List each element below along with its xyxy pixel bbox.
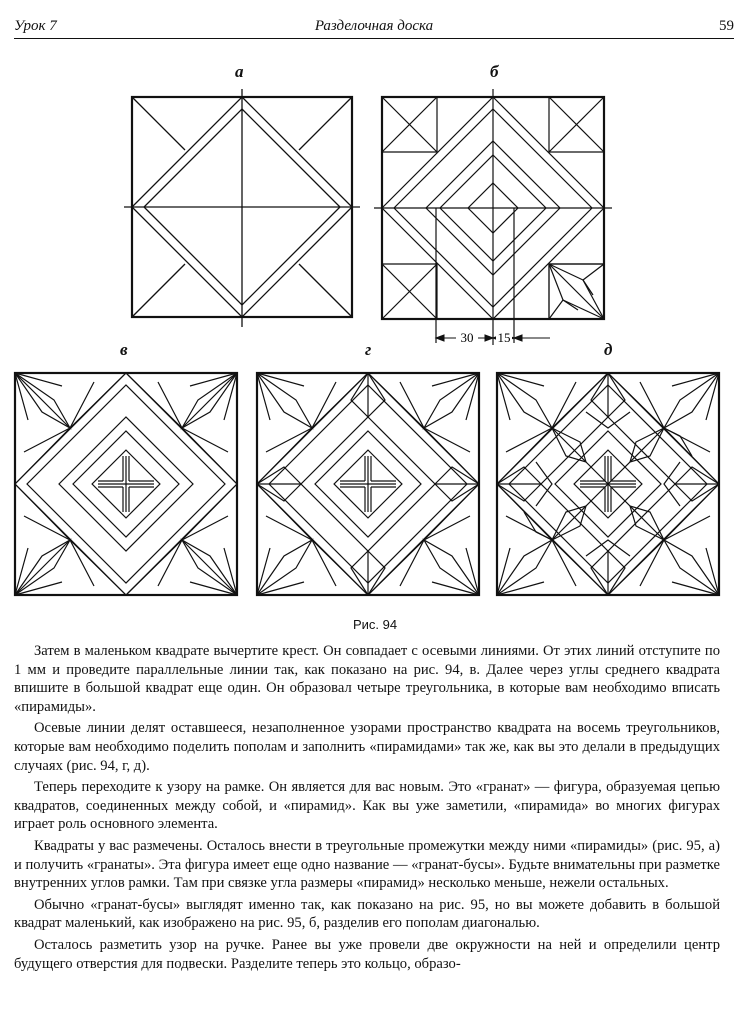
figure-label-a: а (235, 62, 244, 81)
paragraph: Осталось разметить узор на ручке. Ранее вы уже провели две окружности на ней и определили центр будущего отверстия для подвески. Разделите теперь это кольцо, образо- (14, 936, 720, 972)
body-text (14, 642, 720, 976)
lesson-label: Урок 7 (14, 18, 57, 34)
figure-label-b: б (490, 62, 499, 81)
diagram-a (130, 95, 354, 325)
diagram-b (378, 95, 618, 353)
paragraph: Теперь переходите к узору на рамке. Он является для вас новым. Это «гранат» — фигура, образуемая цепью квадратов, соединенных между собой, и «пирамид». Как вы уже заметили, «пирамида» во многих фигурах играет роль основного элемента. (14, 779, 720, 833)
running-header (14, 14, 734, 40)
diagram-d (496, 372, 720, 598)
paragraph: Затем в маленьком квадрате вычертите крест. Он совпадает с осевыми линиями. От этих линий отступите по 1 мм и проведите параллельные линии так, как показано на рис. 94, в. Далее через углы среднего квадрата впишите в большой квадрат еще один. Он образовал четыре треугольника, в которые вам необходимо вписать «пирамиды». (14, 643, 720, 715)
diagram-v (14, 372, 238, 598)
dimension-30: 30 (460, 330, 474, 345)
dimension-15: 15 (497, 330, 511, 345)
figure-label-g: г (365, 340, 372, 359)
header-rule (14, 38, 734, 39)
paragraph: Квадраты у вас размечены. Осталось внести в треугольные промежутки между ними «пирамиды» (рис. 95, а) и получить «гранаты». Эта фигура имеет еще одно название — «гранат-бусы». Будьте внимательны при разметке внутренних углов рамки. Там при связке угла размеры «пирамид» несколько меньше, нежели остальных. (14, 837, 720, 892)
page-number: 59 (719, 18, 734, 34)
figure-label-d: д (604, 340, 613, 359)
paragraph: Осевые линии делят оставшееся, незаполненное узорами пространство квадрата на восемь треугольников, которые вам необходимо поделить пополам и заполнить «пирамидами» так же, как вы это делали в предыдущих случаях (рис. 94, г, д). (14, 720, 720, 774)
figure-label-v: в (120, 340, 128, 359)
figure-caption: Рис. 94 (352, 617, 398, 632)
diagram-g (256, 372, 480, 598)
chapter-title: Разделочная доска (314, 18, 434, 34)
paragraph: Обычно «гранат-бусы» выглядят именно так, как показано на рис. 95, но вы можете добавить в большой квадрат маленький, как изображено на рис. 95, б, разделив его пополам диагональю. (14, 896, 720, 932)
